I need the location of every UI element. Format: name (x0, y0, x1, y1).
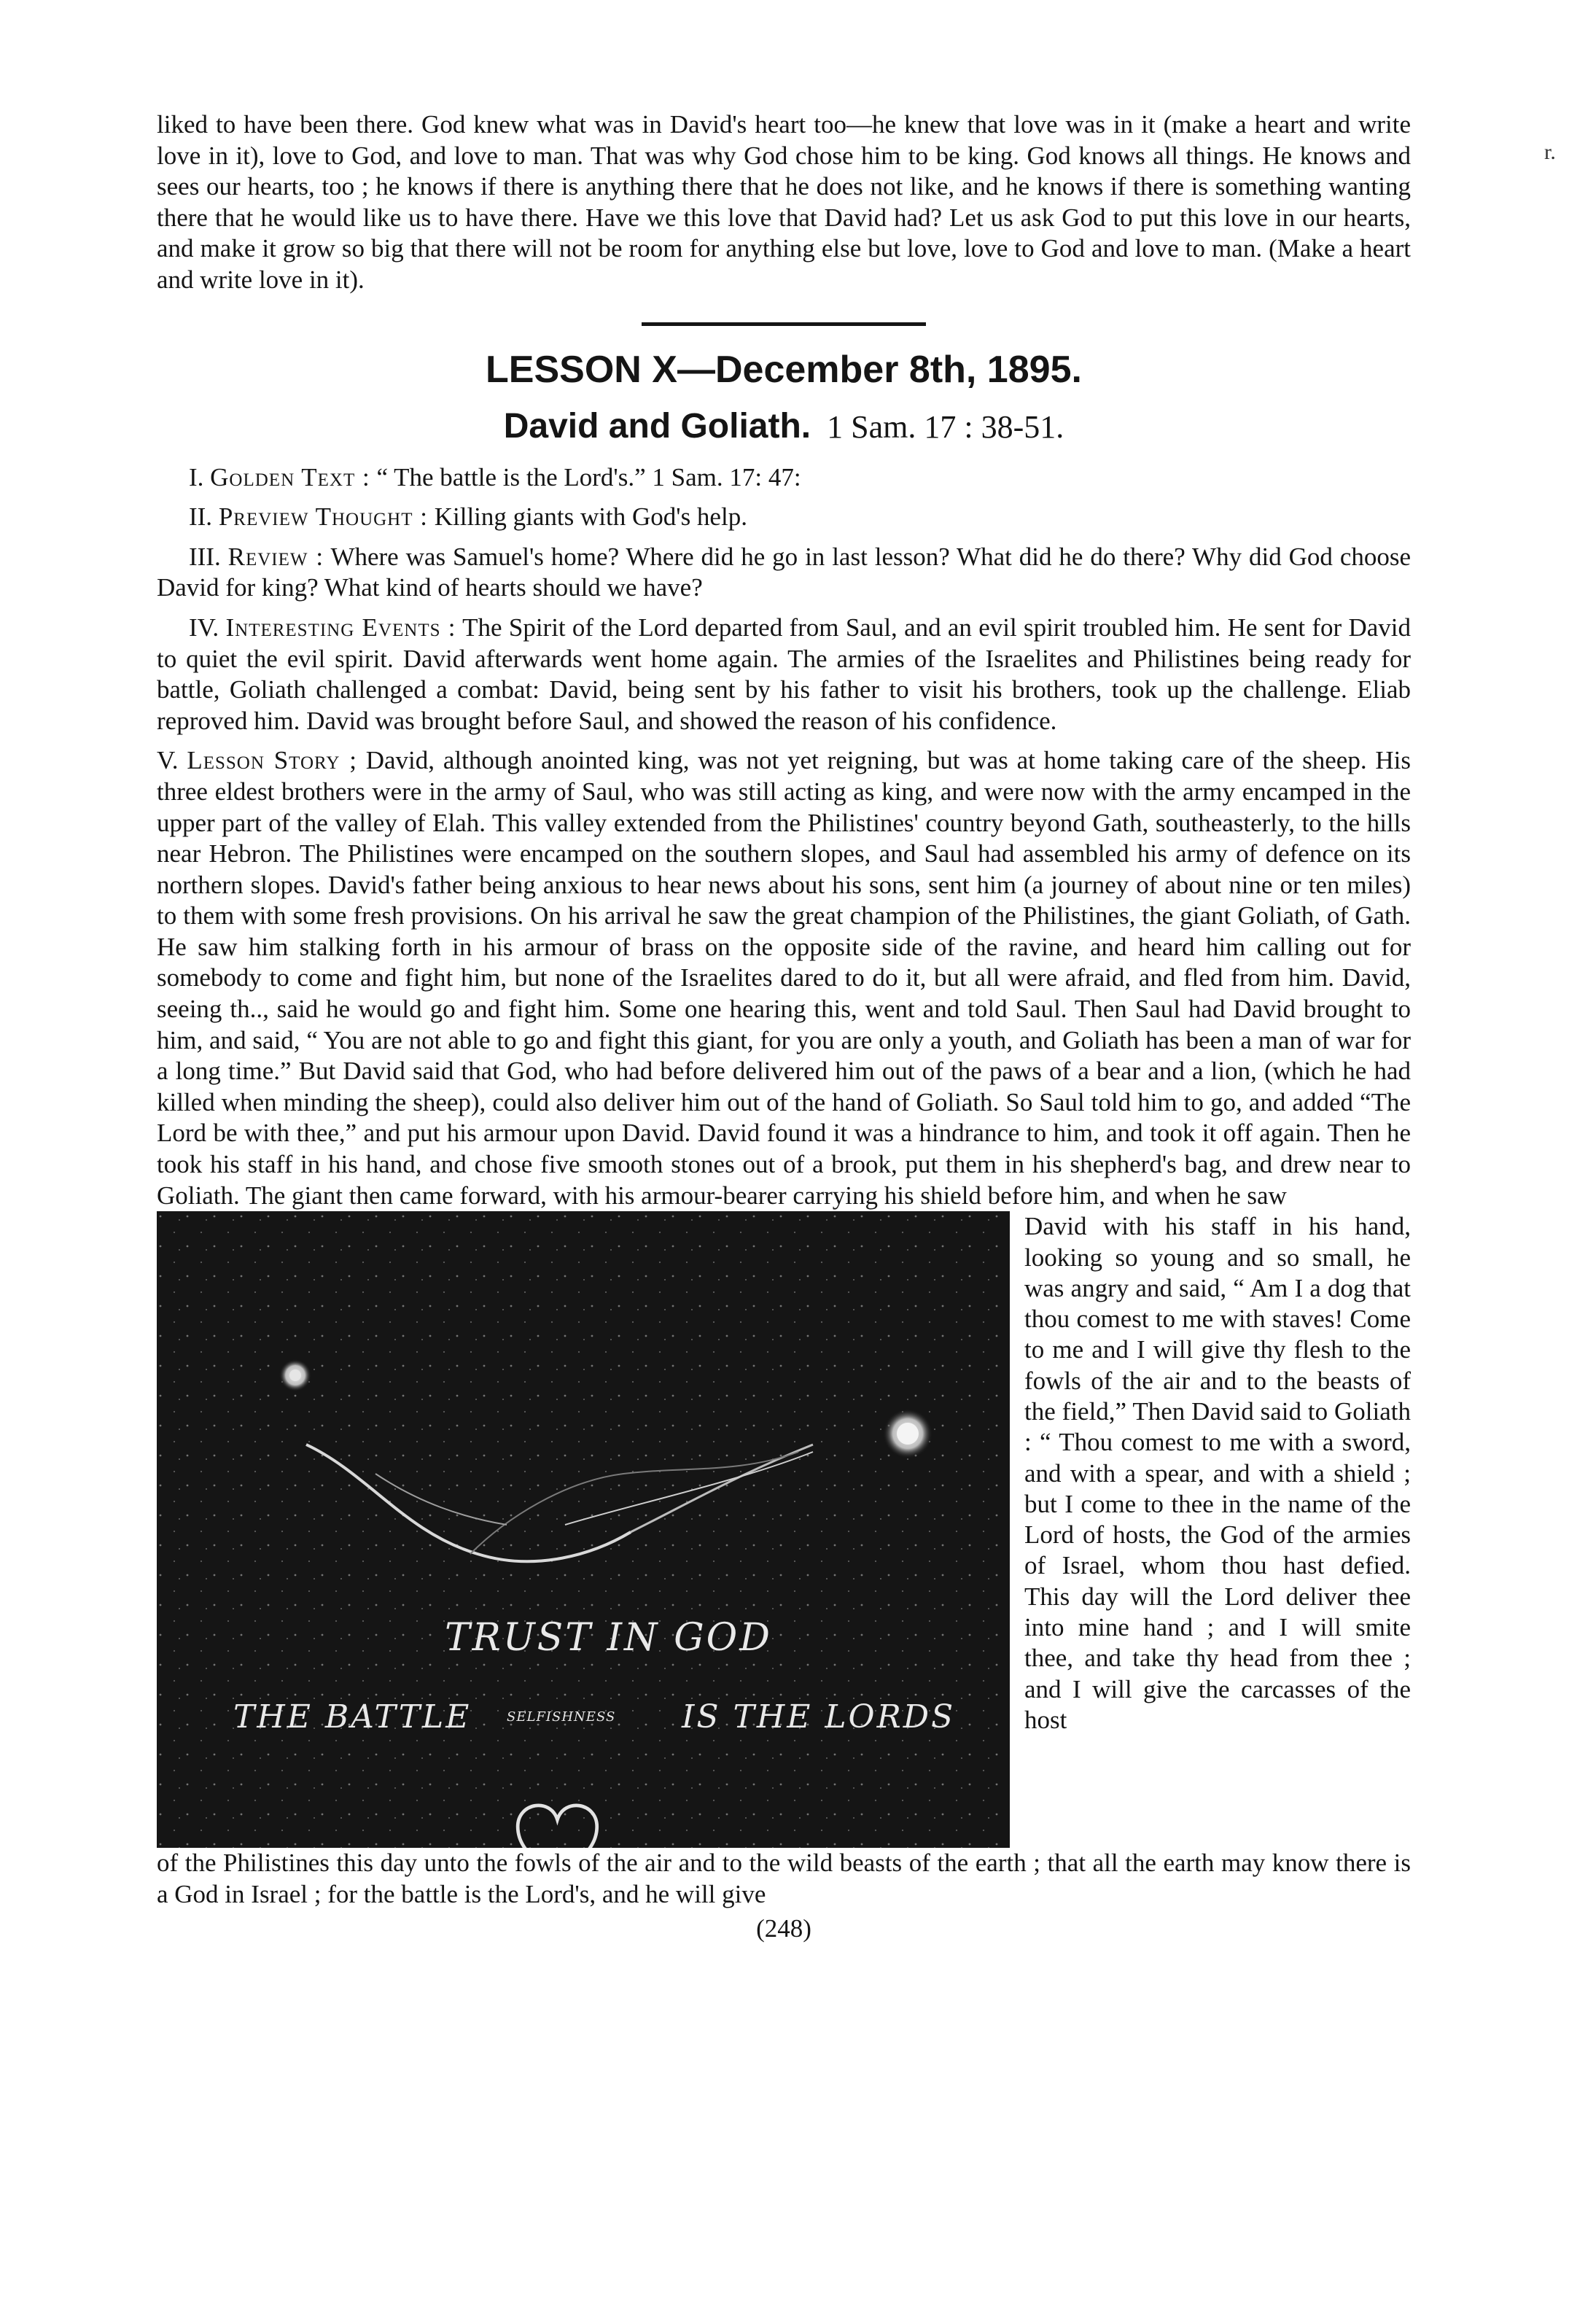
item-label: Review : (227, 542, 324, 571)
figure-heart-text: SELFISHNESS (507, 1709, 616, 1725)
item-number: I. (189, 462, 204, 491)
item-number: IV. (189, 613, 219, 642)
item-text: David, although anointed king, was not yet reigning, but was at home taking care of the sheep. His three eldest brothers were in the army of Saul, who was still acting as king, and were now with the army encamped in the upper part of the valley of Elah. This valley extended from the Philistines' country beyond Gath, southeasterly, to the hills near Hebron. The Philistines were encamped on the southern slopes, and Saul had assembled his army of defence on its northern slopes. David's father being anxious to hear news about his sons, sent him (a journey of about nine or ten miles) to them with some fresh provisions. On his arrival he saw the great champion of the Philistines, the giant Goliath, of Gath. He saw him stalking forth in his armour of brass on the opposite side of the ravine, and heard him calling out for somebody to come and fight him, but none of the Israelites dared to do it, but all were afraid, and fled from him. David, seeing th.., said he would go and fight him. Some one hearing this, went and told Saul. Then Saul had David brought to him, and said, “ You are not able to go and fight this giant, for you are only a youth, and Goliath has been a man of war for a long time.” But David said that God, who had before delivered him out of the paws of a bear and a lion, (which he had killed when minding the sheep), could also deliver him out of the hand of Goliath. So Saul told him to go, and added “The Lord be with thee,” and put his armour upon David. David found it was a hindrance to him, and took it off again. Then he took his staff in his hand, and chose five smooth stones out of a brook, put them in his shepherd's bag, and drew near to Goliath. The giant then came forward, with his armour-bearer carrying his shield before him, and when he saw (157, 746, 1412, 1210)
figure-line-battle-left: THE BATTLE (233, 1698, 472, 1736)
illustration (157, 1211, 1010, 1848)
item-text: Where was Samuel's home? Where did he go in last lesson? What did he do there? Why did God choose David for king? What kind of hearts should we have? (157, 542, 1412, 602)
item-label: Golden Text : (210, 462, 370, 491)
page-number: (248) (756, 1914, 811, 1943)
item-number: II. (189, 502, 213, 532)
lesson-subtitle (157, 406, 1411, 446)
story-continuation: of the Philistines this day unto the fowls of the air and to the wild beasts of the earth ; that all the earth may know there is a God in Israel ; for the battle is the Lord's, and he will give (157, 1849, 1411, 1908)
preview-thought-item (157, 502, 1411, 533)
item-number: III. (189, 542, 221, 571)
lesson-title: LESSON X—December 8th, 1895. (486, 348, 1082, 391)
interesting-events-item (157, 613, 1411, 737)
item-label: Preview Thought : (218, 502, 428, 532)
figure-block (157, 1211, 1411, 1848)
item-label: Interesting Events : (225, 613, 456, 642)
scripture-reference: 1 Sam. 17 : 38-51. (827, 408, 1064, 445)
section-divider (642, 322, 926, 326)
item-text: “ The battle is the Lord's.” 1 Sam. 17: 47: (376, 462, 801, 491)
intro-paragraph: liked to have been there. God knew what was in David's heart too—he knew that love was in it (make a heart and write love in it), love to God, and love to man. That was why God chose him to be king. God knows all things. He knows and sees our hearts, too ; he knows if there is anything there that he does not like, and he knows if there is something wanting there that he would like us to have there. Have we this love that David had? Let us ask God to put this love in our hearts, and make it grow so big that there will not be room for anything else but love, love to God and love to man. (Make a heart and write love in it). (157, 110, 1411, 294)
lesson-story-item (157, 745, 1411, 1211)
figure-line-trust: TRUST IN GOD (445, 1616, 772, 1660)
item-text: Killing giants with God's help. (434, 502, 747, 532)
item-text: The Spirit of the Lord departed from Saul, and an evil spirit troubled him. He sent for David to quiet the evil spirit. David afterwards went home again. The armies of the Israelites and Philistines being ready for battle, Goliath challenged a combat: David, being sent by his father to visit his brothers, took up the challenge. Eliab reproved him. David was brought before Saul, and showed the reason of his confidence. (157, 613, 1411, 735)
item-number: V. (157, 746, 179, 775)
review-item (157, 542, 1411, 604)
figure-line-battle-right: IS THE LORDS (682, 1698, 956, 1736)
golden-text-item (157, 462, 1411, 494)
wrapped-story-text: David with his staff in his hand, looking so young and so small, he was angry and said, “ Am I a dog that thou comest to me with staves! Come to me and I will give thy flesh to the fowls of the air and to the beasts of the field,” Then David said to Goliath : “ Thou comest to me with a sword, and with a spear, and with a shield ; but I come to thee in the name of the Lord of hosts, the God of the armies of Israel, whom thou hast defied. This day will the Lord deliver thee into mine hand ; and I will smite thee, and take thy head from thee ; and I will give the carcasses of the host (1024, 1212, 1411, 1734)
illustration-art (157, 1211, 1010, 1848)
page (157, 109, 1411, 1943)
margin-mark: r. (1544, 140, 1556, 164)
lesson-subtitle-text: David and Goliath. (503, 406, 811, 446)
item-label: Lesson Story ; (187, 746, 357, 775)
